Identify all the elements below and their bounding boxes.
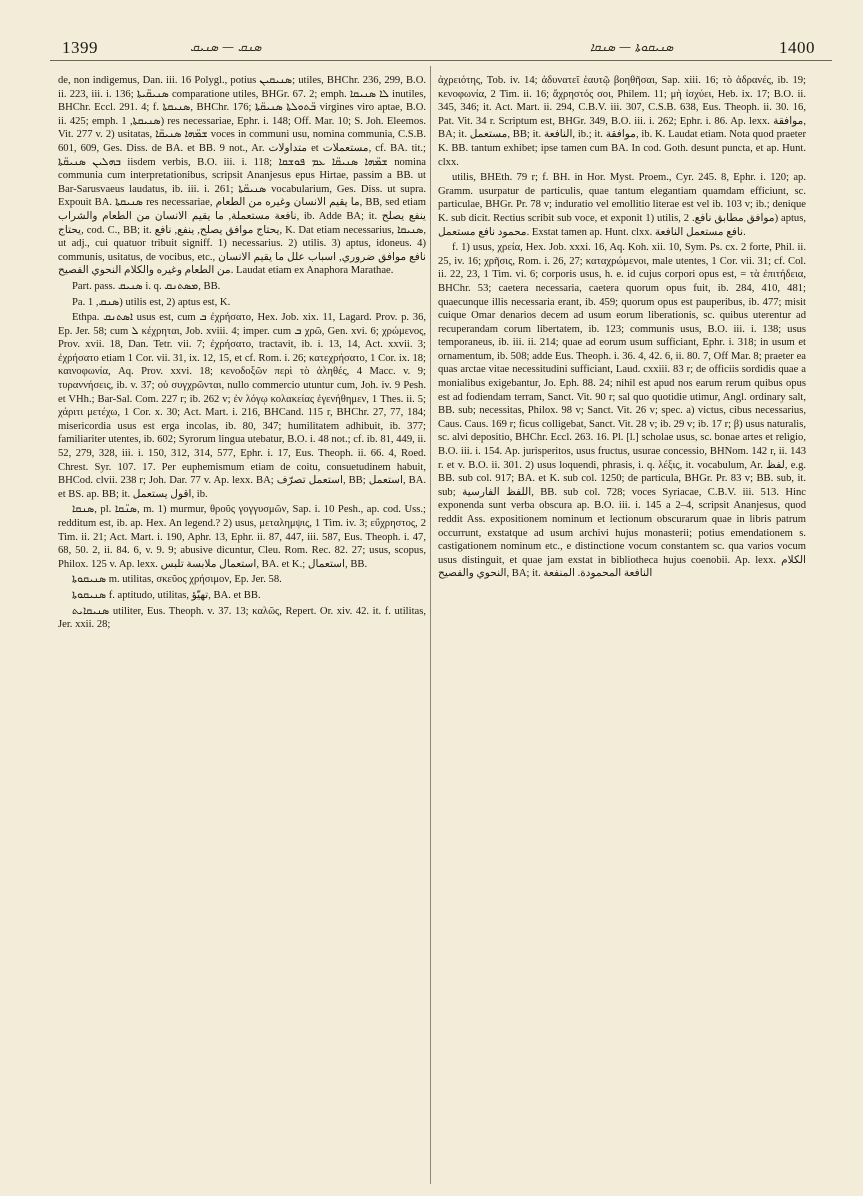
running-head-right: ܣܢܝܩܘܬܐ — ܣܢܩܐ — [590, 40, 674, 54]
entry-paragraph: de, non indigemus, Dan. iii. 16 Polygl., potius ܣܢܝܩܝܢ; utiles, BHChr. 236, 299, B.O. ii. 223, iii. i. 136; ܣܢܝܩ̈ܝܬܐ comparatione utiles, BHGr. 67. 2; emph. ܠܐ ܣܢܝܩܐ inutiles, BHChr. Eccl. 291. 4; f. ܣܢܝܩܬܐ, BHChr. 176; ܒ̈ܬܘܠܬܐ ܣܢܝܩ̈ܬܐ virgines viro aptae, B.O. ii. 425; emph. ܣܢܝܩܬܐ, 1) res necessariae, Ephr. i. 148; Off. Mar. 10; S. Joh. Eleemos. Vit. 277 v. 2) usitatas, ܫܡ̈ܗܐ ܣܢܝܩ̈ܐ voces in communi usu, nomina communia, C.S.B. 601, 609, Ges. Diss. de BA. et BB. 9 not., Ar. متداولات et مستعملات, cf. BA. tit.; ܒܗܠܝܢ ܣܢܝܩ̈ܬܐ iisdem verbis, B.O. iii. i. 118; ܫܡ̈ܗܐ ܣܢܝܩ̈ܐ ܥܡ ܦܘܫܩܐ nomina communia cum interpretationibus, scripsit Ananjesus epus Hirtae, passim a BB. ut Bar-Sarusvaeus laudatus, ib. iii. i. 261; ܣܢܝܩ̈ܬܐ vocabularium, Ges. Diss. ut supra. Expouit BA. ܣܢܝܩܬܐ res necessariae, ما يقيم الانسان وغيره من الطعام, BB, sed etiam نافعة مستعملة, ما يقيم الانسان من الطعام والشراب, ib. Adde BA; it. ينفع يصلح يحتاج, cod. C., BB; it. يحتاج موافق يصلح, ينفع, نافع, K. Dat etiam necessarius, ܣܢܝܩܐ, ut adj., cui quatuor tribuit signiff. 1) necessarius. 2) utilis. 3) aptus, idoneus. 4) communis, usitatus, de vocibus, etc., نافع موافق ضروري, اسباب علل ما يقيم الانسان من الطعام وغيره والكلام النحوي الفصيح. Laudat etiam ex Anaphora Marathae. — [58, 75, 426, 277]
left-column — [58, 74, 426, 1184]
entry-paragraph: Pa. ܣܢܩ, 1) utilis est, 2) aptus est, K. — [72, 296, 231, 308]
entry-paragraph: ἀχρειότης, Tob. iv. 14; ἀδυνατεῖ ἑαυτῷ βοηθῆσαι, Sap. xiii. 16; τὸ ἀδρανές, ib. 19; κενοφωνία, 2 Tim. ii. 16; ἄχρηστός σοι, Philem. 11; μὴ ἰσχύει, Heb. ix. 17; B.O. ii. 345, 346; it. Act. Mart. ii. 294, C.B.V. iii. 307, C.S.B. 638, Eus. Theoph. ii. 30. 16, Pat. Vit. 34 r. Scriptum est, BHGr. 349, B.O. iii. i. 262; Ephr. i. 86. Ap. lexx. موافقة, BA; it. مستعمل, BB; it. النافعة, ib.; it. موافقة, ib. K. Laudat etiam. Nota quod praeter K. BB. tantum exhibet; ipse tamen cum BA. In cod. Goth. desunt puncta, et ap. Hunt. clxx. — [438, 75, 806, 168]
page-number-right: 1400 — [779, 38, 815, 57]
entry-paragraph: ܣܢܝܩܘܬܐ f. aptitudo, utilitas, تهيّؤ, BA. et BB. — [72, 589, 261, 601]
header-rule — [50, 60, 832, 61]
page-header — [30, 34, 833, 62]
entry-paragraph: ܣܢܩܐ, pl. ܣܢ̈ܩܐ, m. 1) murmur, θροῦς γογγυσμῶν, Sap. i. 10 Pesh., ap. cod. Uss.; redditum est, ib. ap. Hex. An legend.? 2) usus, μεταλημψις, 1 Tim. iv. 3; εὔχρηστος, 2 Tim. ii. 21; Act. Mart. i. 190, Aphr. 13, Ephr. ii. 87, 447, iii. 587, Eus. Theoph. i. 47, 68, 50. 2, ii. 84. 6, v. 9. 9; abusive dicuntur, Cleu. Rom. Rec. 82. 27; usus, scopus, Philox. 125 v. Ap. lexx. استعمال ملابسة تلبس, BA. et K.; استعمال, BB. — [58, 504, 426, 570]
entry-paragraph: f. 1) usus, χρεία, Hex. Job. xxxi. 16, Aq. Koh. xii. 10, Sym. Ps. cx. 2 forte, Phil. ii. 25, iv. 16; χρῆσις, Rom. i. 26, 27; καταχρώμενοι, male utentes, 1 Cor. vii. 31; cf. Col. ii. 22, 23, 1 Tim. vi. 6; corporis usus, h. e. id cujus corpori opus est, = τὰ ἐπιτήδεια, BHChr. 53; caetera necessaria, caetera quorum opus fuit, ib. 284, 410, 481; quaecunque illis necessaria erant, ib. 459; quorum opus est pauperibus, ib. 477; misit cuique Omar denarios decem ad usum eorum liberationis, sc. quibus uterentur ad recuperandam corum libertatem, ib. 123; communis usus, B.O. iii. i. 138; usus temporaneus, ib. iii. ii. 214; quae ad eorum usum sufficiant, Ephr. i. 318; in usum et ornamentum, ib. 508; adde Eus. Theoph. i. 36. 4, 42. 6, ii. 80. 7, Off Mar. 8; praeter ea quas arctae vitae necessitudini sufficiant, Laud. cxxiii. 83 r; de officiis sordidis quae a monialibus exigebantur, Jo. Eph. 88. 24; nihil est apud nos earum rerum quibus opus est ad fodiendam terram, Sanct. Vit. 90 r; sal quo quotidie utimur, Angl. ordinary salt, BB. sub; necessitas, Philox. 98 v; Sanct. Vit. 26 v; spec. a) victus, cibus necessarius, Caus. Caus. 169 r; ficus colligebat, Sanct. Vit. 28 v; ib. 29 v; ib. 17 r; β) usus naturalis, sc. alvi depositio, BHChr. Eccl. 263. 16. Pl. [l.] scholae usus, sc. bonae artes et religio, B.O. iii. i. 154. Ap. jurisperitos, usus fructus, usurae concessio, BHNom. 142 r, ii. 143 r. et v. B.O. ii. 301. 2) usus loquendi, phrasis, i. q. λέξις, it. vocabulum, Ar. لفظ, e.g. BB. sub col. 917; BA. et K. sub col. 1250; de particula, BHGr. Pr. 83 v; BB. sub, it. sub; اللفظ الفارسية, BB. sub col. 728; voces Syriacae, C.B.V. iii. 513. Hinc exponenda sunt verba obscura ap. B.O. iii. i. 145 a 2–4, scripsit Ananjesus, quod reddit Ass. expositionem nominum et lectionum obscurarum quae in libris patrum occurrunt, exstatque ad usum archivi hujus monasterii; potius emendationem s. castigationem nominum etc., e distinctione vocum constantem sc. qua varios vocum usus distinguit, et quae jam exstat in bibliotheca hujus coenobii. Ap. lexx. الكلام النحوي والفصيح, BA; it. النافعة المحمودة. المنفعة — [438, 242, 806, 580]
entry-paragraph: Ethpa. ܐܣܬܢܩ usus est, cum ܒ ἐχρήσατο, Hex. Job. xix. 11, Lagard. Prov. p. 36, Ep. Jer. 58; cum ܠ κέχρηται, Job. xviii. 4; imper. cum ܒ χρῶ, Gen. xvi. 6; χρώμενος, Prov. xvii. 18, Dan. Tetr. vii. 7; ἐχρήσατο, tractavit, ib. i. 13, 14, Act. xxvii. 3; ἐχρήσατο etiam 1 Cor. vii. 31, ix. 12, 15, et cf. Rom. i. 26; κατεχρήσατο, 1 Cor. ix. 18; καινοφωνία, Aq. Prov. xxvi. 18; κενοδοξῶν περὶ τὸ ἀληθές, 4 Macc. v. 9; τυραννήσεις, ib. v. 37; οὐ συγχρῶνται, nullo commercio utuntur cum, Joh. iv. 9 Pesh. et VHh.; Bar-Sal. Com. 227 r; ib. 262 v; ἐν λόγῳ κολακείας ἐγενήθημεν, 1 Thes. ii. 5; χάριτι μετέχω, 1 Cor. x. 30; Act. Mart. i. 216, BHCand. 115 r, BHChr. 27, 77, 184; misericordia usus est erga incolas, ib. 80, 347; humilitatem adhibuit, ib. 377; familiariter utentes, ib. 602; Syrorum lingua utebatur, B.O. i. 48 not.; cf. ib. 81, 449, ii. 52, 279, 328, iii. i. 150, 312, 314, 577, Ephr. i. 17, Eus. Theoph. ii. 66. 4, Roed. Chrest. Syr. 107. 17. Per euphemismum etiam de coitu, consuetudinem habuit, BHCod. clvii. 238 r; Joh. Dar. 77 v. Ap. lexx. BA; استعمل تصرّف, BB; استعمل, BA. et BS. ap. BB; it. اقول يستعمل, ib. — [58, 312, 426, 500]
running-head-left: ܣܢܩ — ܣܢܝܩ — [190, 40, 262, 54]
right-column — [438, 74, 806, 1184]
entry-paragraph: utilis, BHEth. 79 r; f. BH. in Hor. Myst. Proem., Cyr. 245. 8, Ephr. i. 120; ap. Gramm. usurpatur de particulis, quae tantum elegantiam quamdam efficiunt, sc. particulae, BHGr. Pr. 78 v; induratio vel emollitio literae est vel ib. 103 v; ib.; denique K. sub dicit. Rectius scribit sub voce, et exponit 1) utilis, موافق مطابق نافع. 2) aptus, محمود نافع مستعمل. Exstat tamen ap. Hunt. clxx. نافع مستعمل النافعة. — [438, 172, 806, 238]
entry-paragraph: ܣܢܝܩܐܝܬ utiliter, Eus. Theoph. v. 37. 13; καλῶς, Repert. Or. xiv. 42. it. f. utilitas, Jer. xxii. 28; — [58, 605, 426, 631]
entry-paragraph: ܣܢܝܩܘܬܐ m. utilitas, σκεῦος χρήσιμον, Ep. Jer. 58. — [72, 574, 282, 586]
column-divider — [430, 66, 431, 1184]
entry-paragraph: Part. pass. ܣܢܝܩ i. q. ܡܣܬܢܩ, BB. — [72, 280, 221, 292]
page-number-left: 1399 — [62, 38, 98, 57]
